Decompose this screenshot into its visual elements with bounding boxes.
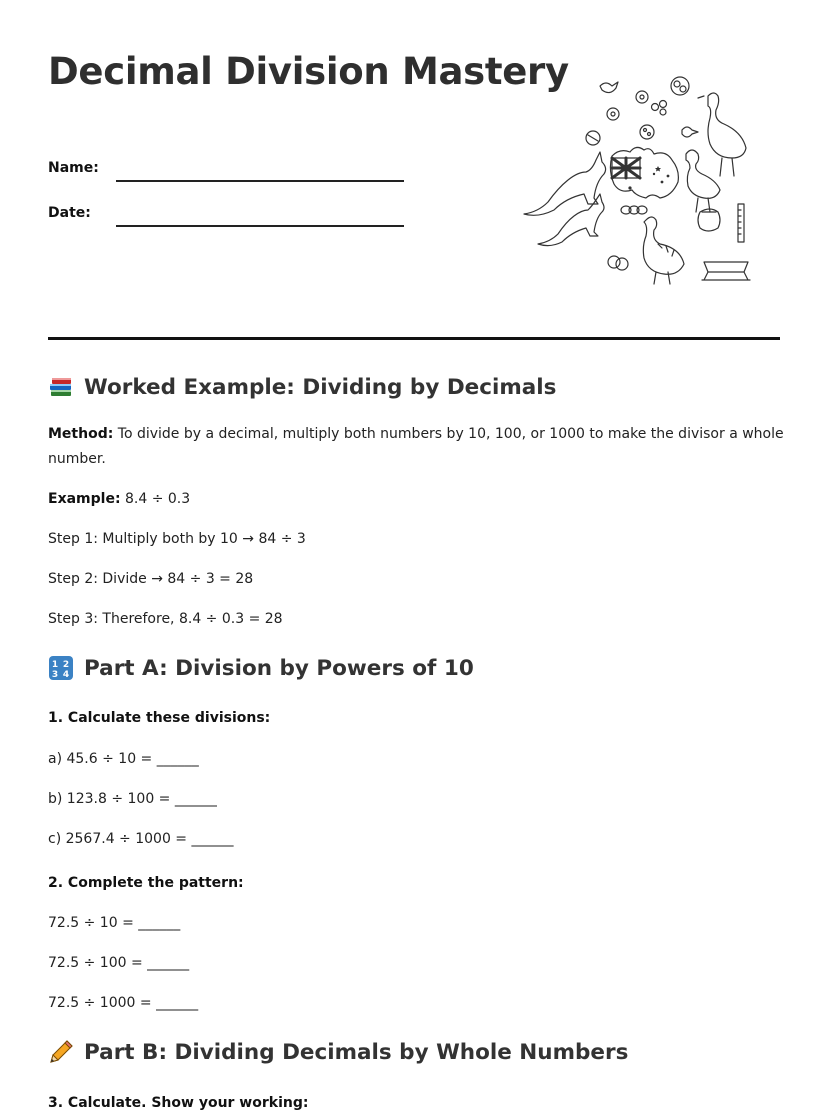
fish-icon (682, 127, 698, 137)
question-2: 2. Complete the pattern: (48, 875, 244, 891)
question-3: 3. Calculate. Show your working: (48, 1095, 309, 1111)
step-3: Step 3: Therefore, 8.4 ÷ 0.3 = 28 (48, 611, 283, 627)
method-text: To divide by a decimal, multiply both numbers by 10, 100, or 1000 to make the divisor a whole (117, 426, 784, 442)
coins-icon (621, 206, 647, 214)
emu-icon (698, 93, 746, 176)
header-divider (48, 337, 780, 340)
bug-icon (640, 125, 654, 139)
q2-item-3: 72.5 ÷ 1000 = ______ (48, 995, 199, 1011)
numbers-1234-icon (48, 655, 74, 681)
q1-item-b: b) 123.8 ÷ 100 = ______ (48, 791, 217, 807)
q2-item-2: 72.5 ÷ 100 = ______ (48, 955, 190, 971)
q2-item-1: 72.5 ÷ 10 = ______ (48, 915, 181, 931)
q1-item-a: a) 45.6 ÷ 10 = ______ (48, 751, 199, 767)
svg-text:1: 1 (51, 660, 59, 670)
q1-item-c: c) 2567.4 ÷ 1000 = ______ (48, 831, 234, 847)
date-label: Date: (48, 205, 91, 221)
method-line (48, 422, 784, 447)
method-text-cont: number. (48, 451, 106, 467)
australia-illustration (518, 72, 758, 287)
example-line (48, 487, 190, 512)
name-field-line[interactable] (116, 180, 404, 182)
svg-text:3: 3 (51, 670, 59, 680)
ball-icon (636, 91, 648, 103)
svg-text:2: 2 (62, 660, 70, 670)
worked-example-heading (48, 374, 556, 400)
part-a-title: Part A: Division by Powers of 10 (84, 655, 474, 681)
pencil-icon (48, 1039, 74, 1065)
svg-text:4: 4 (62, 670, 70, 680)
flower-icon (607, 108, 619, 120)
emu-icon-2 (686, 150, 720, 212)
method-label: Method: (48, 426, 114, 442)
page-title: Decimal Division Mastery (48, 50, 569, 93)
example-text: 8.4 ÷ 0.3 (125, 491, 191, 507)
step-1: Step 1: Multiply both by 10 → 84 ÷ 3 (48, 531, 306, 547)
emu-icon-3 (643, 217, 684, 284)
ball-icon-3 (608, 256, 620, 268)
name-label: Name: (48, 160, 99, 176)
australia-map-icon (610, 147, 678, 198)
trampoline-icon (702, 262, 750, 280)
jar-icon (698, 209, 720, 231)
question-1: 1. Calculate these divisions: (48, 710, 271, 726)
part-b-title: Part B: Dividing Decimals by Whole Numbers (84, 1039, 629, 1065)
books-icon (48, 374, 74, 400)
part-a-heading (48, 655, 474, 681)
part-b-heading (48, 1039, 628, 1065)
date-field-line[interactable] (116, 225, 404, 227)
coin-icon (671, 77, 689, 95)
bird-icon (600, 82, 618, 93)
example-label: Example: (48, 491, 121, 507)
kangaroo-icon (524, 152, 606, 215)
step-2: Step 2: Divide → 84 ÷ 3 = 28 (48, 571, 254, 587)
worked-example-title: Worked Example: Dividing by Decimals (84, 374, 557, 400)
